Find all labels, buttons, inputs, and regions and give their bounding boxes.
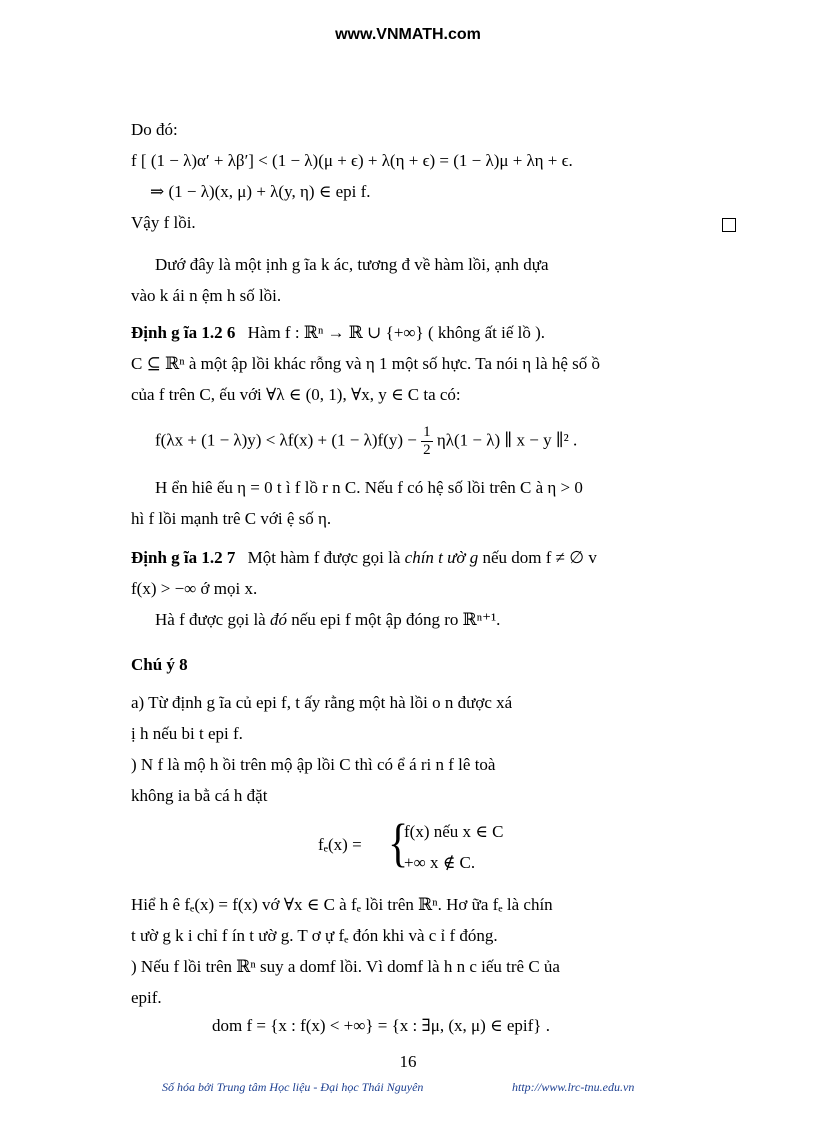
text-span: Hà f được gọi là xyxy=(155,610,266,629)
formula-line: f [ (1 − λ)α′ + λβ′] < (1 − λ)(μ + ϵ) + λ(η + ϵ) = (1 − λ)μ + λη + ϵ. xyxy=(131,151,573,170)
text-line: Hiể h ê fₑ(x) = f(x) vớ ∀x ∈ C à fₑ lồi trên ℝⁿ. Hơ ữa fₑ là chín xyxy=(131,895,553,914)
text-line: ị h nếu bi t epi f. xyxy=(131,724,243,743)
footer-source: Số hóa bởi Trung tâm Học liệu - Đại học Thái Nguyên xyxy=(162,1080,424,1094)
text-line: vào k ái n ệm h số lồi. xyxy=(131,286,282,305)
left-brace: { xyxy=(388,815,409,873)
page-number: 16 xyxy=(399,1052,417,1071)
formula-line: ⇒ (1 − λ)(x, μ) + λ(y, η) ∈ epi f. xyxy=(150,182,371,201)
emphasis: đó xyxy=(269,610,287,629)
text-line: Do đó: xyxy=(131,120,178,139)
text-line: epif. xyxy=(131,988,162,1007)
definition-title: Định g ĩa 1.2 6 xyxy=(131,323,236,342)
text-line: hì f lồi mạnh trê C với ệ số η. xyxy=(131,509,332,528)
text-span: nếu epi f một ập đóng ro ℝⁿ⁺¹. xyxy=(291,610,501,629)
text-line: t ườ g k i chỉ f ín t ườ g. T ơ ự fₑ đón khi và c ỉ f đóng. xyxy=(131,926,498,945)
piecewise-lhs: fₑ(x) = xyxy=(318,835,362,854)
text-line: Vậy f lồi. xyxy=(131,213,196,232)
text-line: C ⊆ ℝⁿ à một ập lồi khác rỗng và η 1 một số hực. Ta nói η là hệ số ồ xyxy=(131,354,601,373)
case-line: f(x) nếu x ∈ C xyxy=(404,822,504,841)
definition-127-line xyxy=(131,548,597,568)
site-header: www.VNMATH.com xyxy=(335,26,481,43)
formula-part: ηλ(1 − λ) ∥ x − y ∥² . xyxy=(436,430,578,450)
qed-box xyxy=(722,218,736,232)
text-line: ) N f là mộ h ồi trên mộ ập lồi C thì có ể á ri n f lê toà xyxy=(131,755,496,774)
formula-part: f(λx + (1 − λ)y) < λf(x) + (1 − λ)f(y) − xyxy=(155,430,417,450)
fraction-denominator: 2 xyxy=(423,442,431,458)
text-span: Một hàm f được gọi là xyxy=(247,548,401,567)
display-formula: dom f = {x : f(x) < +∞} = {x : ∃μ, (x, μ) ∈ epif} . xyxy=(212,1016,550,1035)
text-span: nếu dom f ≠ ∅ v xyxy=(482,548,597,567)
definition-title: Định g ĩa 1.2 7 xyxy=(131,548,236,567)
text-line: H ển hiê ếu η = 0 t ì f lồ r n C. Nếu f có hệ số lồi trên C à η > 0 xyxy=(155,478,583,497)
text-line: a) Từ định g ĩa củ epi f, t ấy rằng một hà lồi o n được xá xyxy=(131,693,513,712)
text-line xyxy=(155,610,500,630)
fraction xyxy=(421,424,433,459)
text-line: Dướ đây là một ịnh g ĩa k ác, tương đ về hàm lồi, ạnh dựa xyxy=(155,255,549,274)
text-line: f(x) > −∞ ớ mọi x. xyxy=(131,579,258,598)
text-line: không ia bằ cá h đặt xyxy=(131,786,268,805)
fraction-numerator: 1 xyxy=(423,424,431,440)
text-line: của f trên C, ếu với ∀λ ∈ (0, 1), ∀x, y ∈ C ta có: xyxy=(131,385,461,404)
note-title: Chú ý 8 xyxy=(131,655,188,674)
footer-url[interactable]: http://www.lrc-tnu.edu.vn xyxy=(512,1080,635,1094)
emphasis: chín t ườ g xyxy=(404,548,479,567)
display-formula xyxy=(155,424,577,459)
text-span: Hàm f : ℝⁿ → ℝ ∪ {+∞} ( không ất iế lồ ). xyxy=(247,323,546,342)
definition-126-line xyxy=(131,323,545,343)
text-line: ) Nếu f lồi trên ℝⁿ suy a domf lồi. Vì domf là h n c iếu trê C ủa xyxy=(131,957,560,976)
case-line: +∞ x ∉ C. xyxy=(404,853,476,872)
